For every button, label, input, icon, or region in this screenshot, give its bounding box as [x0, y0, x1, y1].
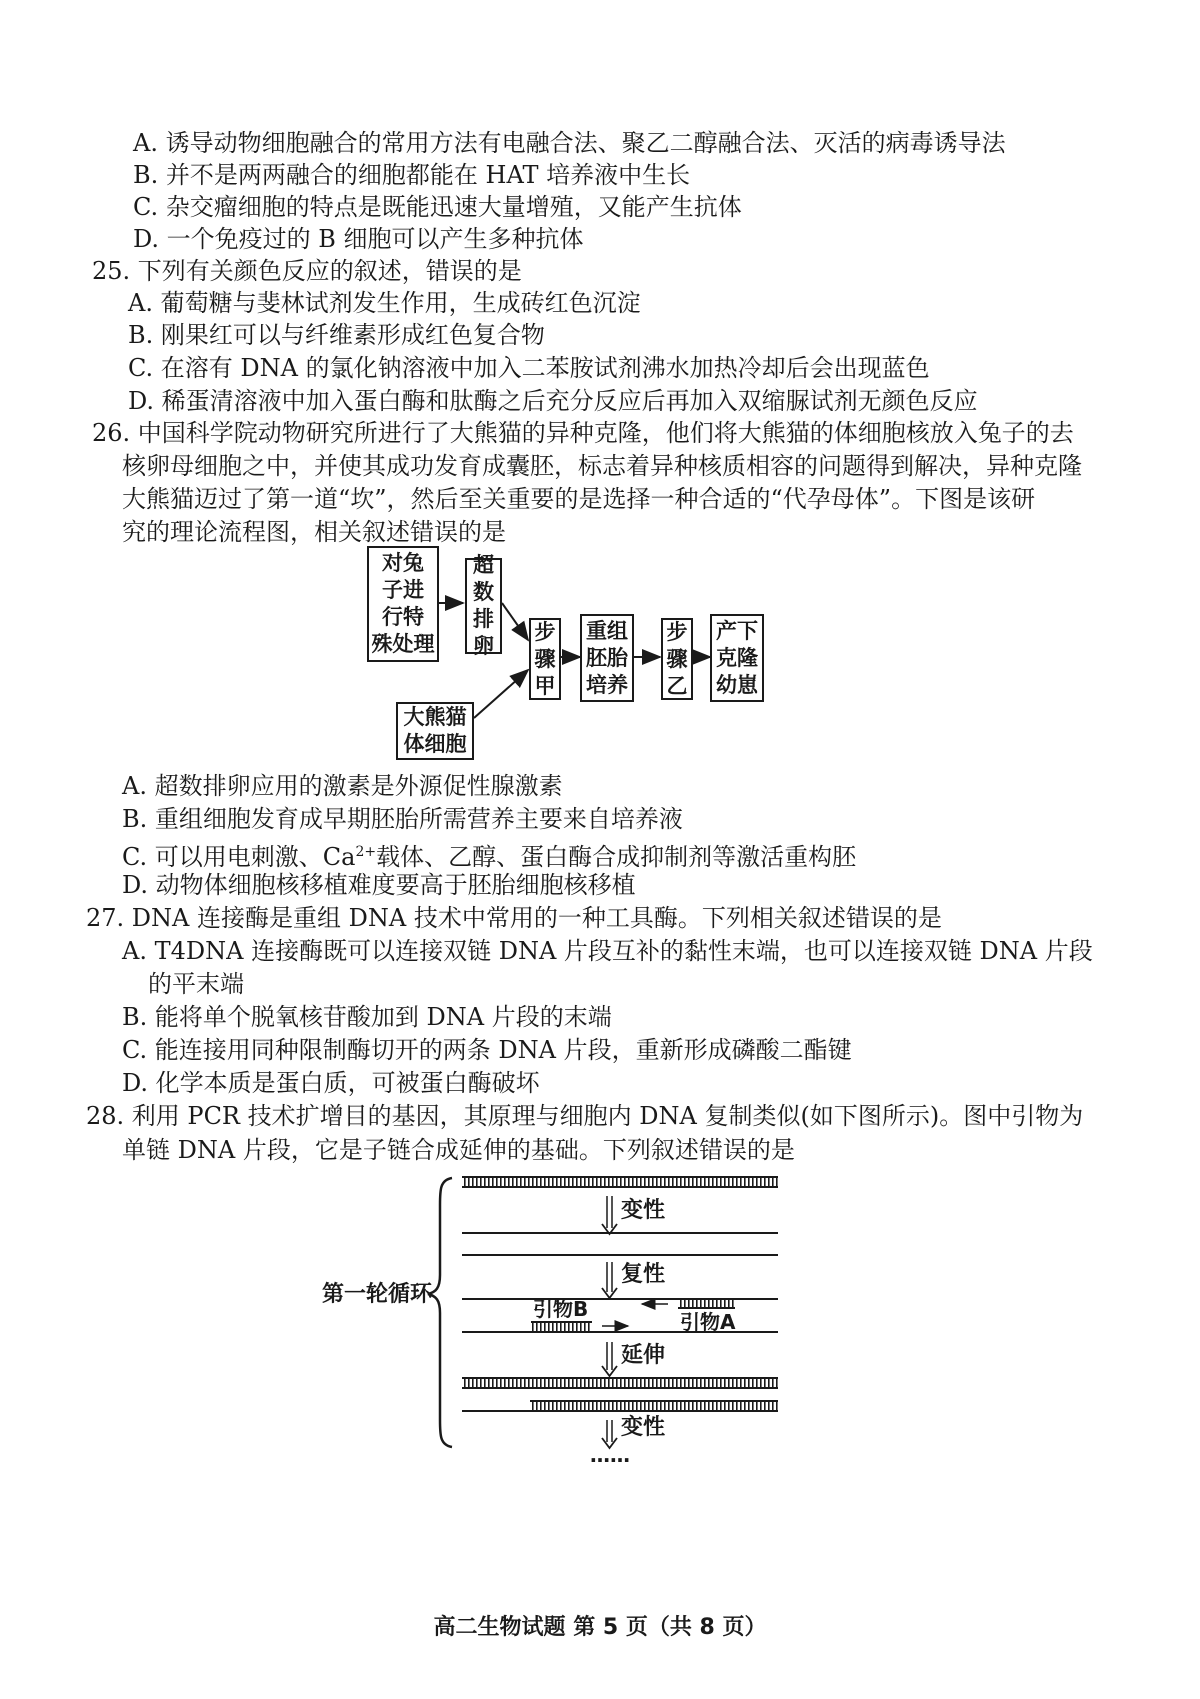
pcr-ellipsis: …… — [590, 1443, 630, 1467]
base-pairs — [463, 1178, 778, 1186]
primer-a-bases — [679, 1300, 735, 1308]
q25-option-b: B. 刚果红可以与纤维素形成红色复合物 — [128, 321, 545, 349]
flow-box-rabbit-treatment: 对兔 子进 行特 殊处理 — [367, 546, 439, 662]
down-arrow-icon — [602, 1342, 617, 1376]
q25-stem: 25. 下列有关颜色反应的叙述，错误的是 — [92, 257, 522, 285]
q27-option-c: C. 能连接用同种限制酶切开的两条 DNA 片段，重新形成磷酸二酯键 — [122, 1036, 852, 1064]
flow-box-embryo-culture: 重组 胚胎 培养 — [580, 614, 634, 702]
pcr-step-denature: 变性 — [621, 1198, 666, 1223]
down-arrow-icon — [602, 1196, 617, 1234]
q26-stem-line-4: 究的理论流程图，相关叙述错误的是 — [122, 518, 506, 546]
q26-stem-line-1: 26. 中国科学院动物研究所进行了大熊猫的异种克隆，他们将大熊猫的体细胞核放入兔子的去 — [92, 419, 1074, 447]
q24-option-c: C. 杂交瘤细胞的特点是既能迅速大量增殖，又能产生抗体 — [133, 193, 742, 221]
flow-box-panda-somatic-cell: 大熊猫 体细胞 — [396, 702, 474, 760]
flow-box-superovulation: 超 数 排 卵 — [465, 558, 502, 654]
down-arrow-icon — [602, 1262, 617, 1298]
bracket-brace — [428, 1178, 452, 1447]
q27-option-b: B. 能将单个脱氧核苷酸加到 DNA 片段的末端 — [122, 1003, 612, 1031]
flow-box-offspring: 产下 克隆 幼崽 — [710, 614, 764, 702]
q26-stem-line-3: 大熊猫迈过了第一道“坎”，然后至关重要的是选择一种合适的“代孕母体”。下图是该研 — [122, 485, 1036, 513]
page-footer: 高二生物试题 第 5 页（共 8 页） — [433, 1615, 767, 1640]
q25-option-d: D. 稀蛋清溶液中加入蛋白酶和肽酶之后充分反应后再加入双缩脲试剂无颜色反应 — [128, 387, 978, 415]
q25-option-c: C. 在溶有 DNA 的氯化钠溶液中加入二苯胺试剂沸水加热冷却后会出现蓝色 — [128, 354, 930, 382]
pcr-cycle-label: 第一轮循环 — [322, 1282, 433, 1307]
pcr-step-renature: 复性 — [621, 1262, 666, 1287]
pcr-step-denature-2: 变性 — [621, 1415, 666, 1440]
q26-option-c: C. 可以用电刺激、$Ca^{2+}$载体、乙醇、蛋白酶合成抑制剂等激活重构胚 — [122, 843, 857, 871]
q28-stem-line-1: 28. 利用 PCR 技术扩增目的基因，其原理与细胞内 DNA 复制类似(如下图所示)。图中引物为 — [86, 1102, 1084, 1130]
q27-option-d: D. 化学本质是蛋白质，可被蛋白酶破坏 — [122, 1069, 540, 1097]
q25-option-a: A. 葡萄糖与斐林试剂发生作用，生成砖红色沉淀 — [128, 289, 641, 317]
base-pairs — [531, 1402, 778, 1410]
q26-option-b: B. 重组细胞发育成早期胚胎所需营养主要来自培养液 — [122, 805, 683, 833]
q27-stem: 27. DNA 连接酶是重组 DNA 技术中常用的一种工具酶。下列相关叙述错误的是 — [86, 904, 942, 932]
primer-b-bases — [532, 1323, 592, 1331]
q26-stem-line-2: 核卵母细胞之中，并使其成功发育成囊胚，标志着异种核质相容的问题得到解决，异种克隆 — [122, 452, 1082, 480]
q28-stem-line-2: 单链 DNA 片段，它是子链合成延伸的基础。下列叙述错误的是 — [122, 1136, 795, 1164]
q26-option-a: A. 超数排卵应用的激素是外源促性腺激素 — [122, 772, 563, 800]
q24-option-a: A. 诱导动物细胞融合的常用方法有电融合法、聚乙二醇融合法、灭活的病毒诱导法 — [133, 129, 1006, 157]
q24-option-d: D. 一个免疫过的 B 细胞可以产生多种抗体 — [133, 225, 584, 253]
flow-box-step-b: 步 骤 乙 — [661, 618, 693, 700]
pcr-step-extend: 延伸 — [621, 1343, 666, 1368]
primer-b-label: 引物B — [533, 1297, 589, 1321]
q27-option-a: A. T4DNA 连接酶既可以连接双链 DNA 片段互补的黏性末端，也可以连接双链 DNA 片段 — [122, 937, 1093, 965]
flow-box-step-a: 步 骤 甲 — [529, 618, 561, 700]
q24-option-b: B. 并不是两两融合的细胞都能在 HAT 培养液中生长 — [133, 161, 691, 189]
primer-a-label: 引物A — [680, 1310, 736, 1334]
base-pairs — [463, 1379, 778, 1387]
q26-option-d: D. 动物体细胞核移植难度要高于胚胎细胞核移植 — [122, 871, 636, 899]
q27-option-a-continued: 的平末端 — [148, 970, 244, 998]
